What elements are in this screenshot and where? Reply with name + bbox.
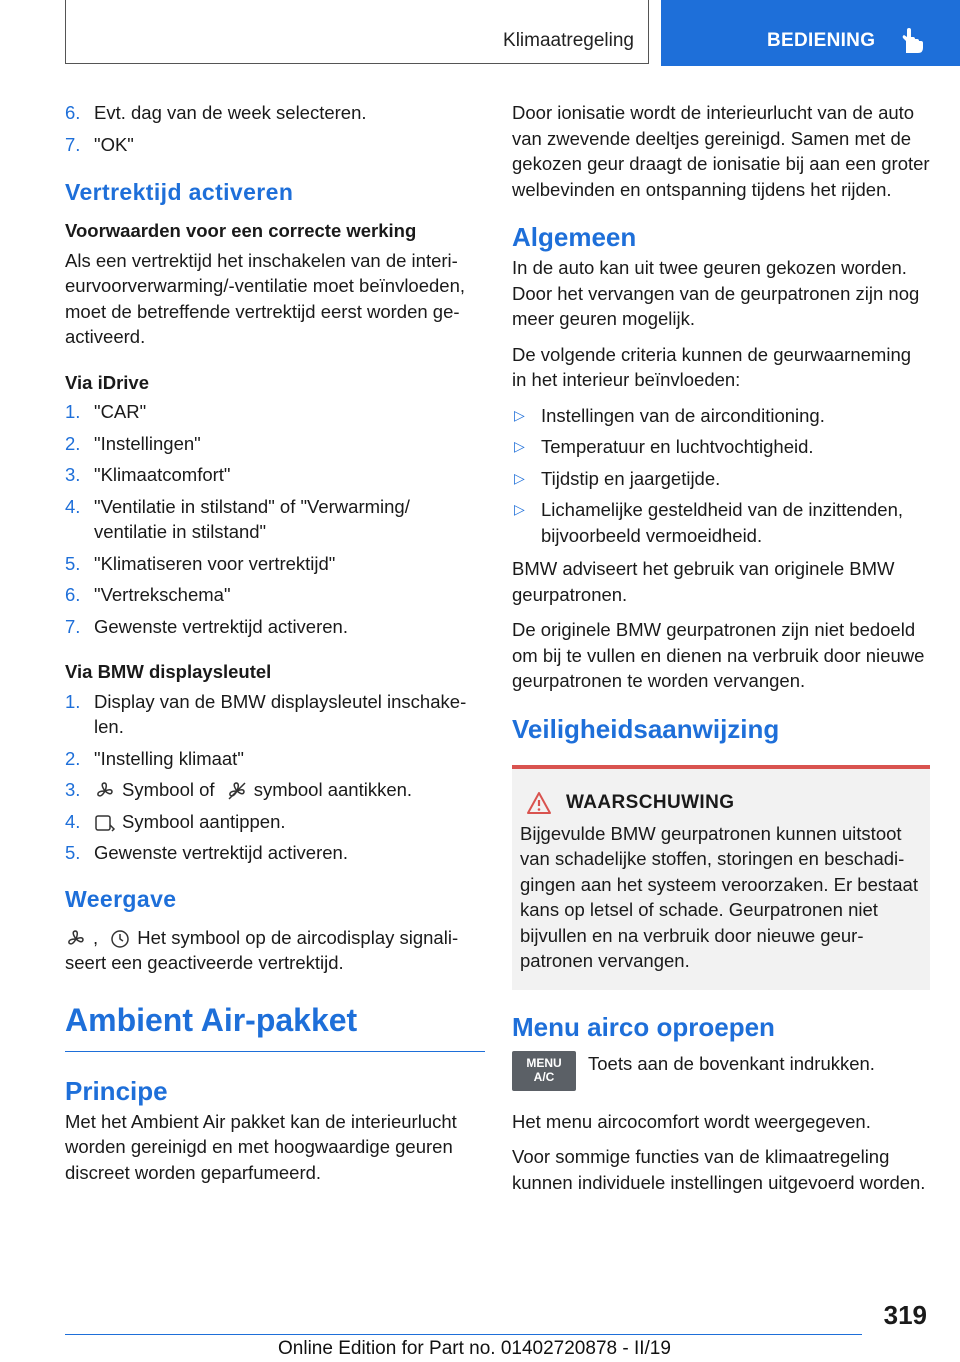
- list-item: 4. "Ventilatie in stilstand" of "Verwarming/ ventilatie in stilstand": [65, 495, 410, 542]
- page-number: 319: [883, 1300, 927, 1330]
- list-item: ▷ Temperatuur en luchtvochtigheid.: [514, 436, 814, 457]
- right-column: [512, 100, 930, 1205]
- chapter-tab: [65, 0, 649, 64]
- subheading-displaysleutel: Via BMW displaysleutel: [65, 661, 272, 682]
- paragraph-weergave: , Het symbool op de aircodisplay signaliseert een geactiveerde vertrektijd.: [65, 926, 459, 973]
- paragraph-advies: BMW adviseert het gebruik van originele BMW geurpatronen.: [512, 558, 895, 605]
- list-item: 7. Gewenste vertrektijd activeren.: [65, 615, 348, 637]
- list-item: 5. "Klimatiseren voor vertrektijd": [65, 552, 336, 574]
- heading-weergave: Weergave: [65, 885, 177, 912]
- menu-ac-row: [512, 1051, 930, 1091]
- subheading-voorwaarden: Voorwaarden voor een correcte werking: [65, 220, 417, 241]
- edition-text: Online Edition for Part no. 01402720878 - II/19: [278, 1338, 671, 1359]
- paragraph-origineel: De originele BMW geurpatronen zijn niet bedoeld om bij te vullen en dienen na verbruik door nieuwe geurpatronen te worden vervangen.: [512, 619, 925, 691]
- paragraph-algemeen-2: De volgende criteria kunnen de geurwaarneming in het interieur beïnvloeden:: [512, 343, 912, 390]
- list-item: 2. "Instellingen": [65, 432, 201, 454]
- clock-icon: [109, 929, 131, 949]
- paragraph-principe: Met het Ambient Air pakket kan de interieurlucht worden gereinigd en met hoogwaardige geuren discreet worden geparfumeerd.: [65, 1110, 457, 1183]
- fan-icon: [226, 781, 248, 801]
- steps-list-display: [65, 689, 485, 866]
- warning-triangle-icon: [526, 791, 552, 815]
- chapter-title: Klimaatregeling: [503, 30, 634, 51]
- page-footer: [0, 1300, 960, 1362]
- criteria-list: [512, 403, 930, 549]
- heading-vertrektijd: Vertrektijd activeren: [65, 179, 294, 205]
- subheading-idrive: Via iDrive: [65, 371, 149, 393]
- list-item: 3. "Klimaatcomfort": [65, 464, 231, 485]
- list-item: ▷ Lichamelijke gesteldheid van de inzittenden, bijvoorbeeld vermoeidheid.: [514, 499, 904, 546]
- fan-icon: [65, 929, 87, 949]
- list-item: 1. "CAR": [65, 401, 147, 422]
- steps-list-top: [65, 100, 485, 157]
- section-tab: [661, 0, 960, 66]
- paragraph-ionisatie: Door ionisatie wordt de interieurlucht van de auto van zwevende deeltjes gereinigd. Samen met de gekozen geur draagt de ionisatie bij aan een groter welbevinden en ontspanning tijdens het rijden.: [512, 102, 930, 200]
- list-item: 6. Evt. dag van de week selecteren.: [65, 102, 367, 123]
- list-item: 7. "OK": [65, 133, 134, 155]
- heading-principe: Principe: [65, 1075, 168, 1106]
- heading-algemeen: Algemeen: [512, 222, 637, 252]
- paragraph-algemeen-1: In de auto kan uit twee geuren gekozen worden. Door het vervangen van de geurpatronen zijn nog meer geuren mogelijk.: [512, 257, 920, 329]
- left-column: [65, 100, 485, 1195]
- steps-list-idrive: [65, 399, 485, 639]
- warning-text: Bijgevulde BMW geurpatronen kunnen uitstoot van schadelijke stoffen, storingen en beschadigingen aan het systeem veroorzaken. Er bestaat kans op letsel of schade. Geurpatronen niet bijvullen en na verbruik door nieuwe geurpatronen vervangen.: [520, 822, 918, 971]
- list-item: 6. "Vertrekschema": [65, 584, 231, 605]
- section-title: BEDIENING: [767, 30, 876, 51]
- list-item: ▷ Instellingen van de airconditioning.: [514, 404, 825, 426]
- list-item: ▷ Tijdstip en jaargetijde.: [514, 467, 721, 489]
- fan-icon: [94, 781, 116, 801]
- heading-veiligheid: Veiligheidsaanwijzing: [512, 713, 780, 744]
- page-header: [0, 0, 960, 66]
- warning-box: [512, 765, 930, 990]
- remote-key-icon: [94, 813, 116, 833]
- menu-ac-button[interactable]: MENU A/C: [512, 1051, 576, 1091]
- list-item: 3. Symbool of symbool aantikken.: [65, 779, 413, 800]
- menu-ac-instruction: Toets aan de bovenkant indrukken.: [588, 1052, 875, 1074]
- list-item: 1. Display van de BMW displaysleutel inschakelen.: [65, 690, 467, 737]
- hand-pointer-icon: [897, 27, 925, 55]
- list-item: 4. Symbool aantippen.: [65, 810, 286, 832]
- heading-menu-airco: Menu airco oproepen: [512, 1011, 775, 1042]
- list-item: 2. "Instelling klimaat": [65, 747, 244, 769]
- list-item: 5. Gewenste vertrektijd activeren.: [65, 842, 348, 863]
- paragraph-voorwaarden: Als een vertrektijd het inschakelen van de interieurvoorverwarming/-ventilatie moet beïnvloeden, moet de betreffende vertrektijd eerst worden geactiveerd.: [65, 249, 466, 347]
- heading-ambient-air: Ambient Air-pakket: [65, 1002, 485, 1052]
- warning-title: WAARSCHUWING: [566, 791, 735, 813]
- paragraph-menu-2: Voor sommige functies van de klimaatregeling kunnen individuele instellingen uitgevoerd worden.: [512, 1146, 926, 1193]
- footer-divider: [65, 1334, 862, 1335]
- paragraph-menu-1: Het menu aircocomfort wordt weergegeven.: [512, 1110, 871, 1132]
